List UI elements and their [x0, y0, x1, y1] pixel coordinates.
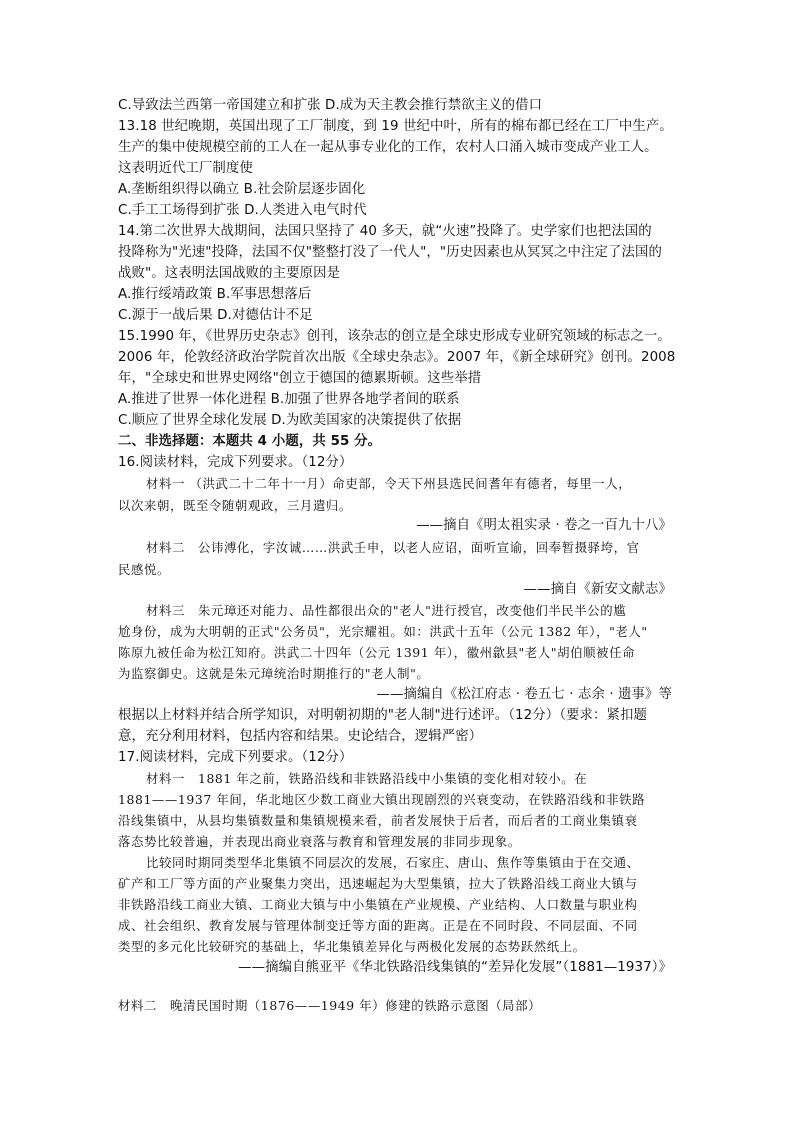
q16-material-1-line-2: 以次来朝，既至令随朝观政，三月遣归。 — [118, 498, 352, 513]
q14-stem-line-2: 投降称为"光速"投降，法国不仅"整整打没了一代人"，"历史因素也从冥冥之中注定了法国的 — [118, 245, 662, 260]
q17-material-1-source: ——摘编自熊亚平《华北铁路沿线集镇的“差异化发展”（1881—1937）》 — [238, 960, 672, 975]
q15-stem-line-1: 15.1990 年，《世界历史杂志》创刊，该杂志的创立是全球史形成专业研究领域的标志之一。 — [118, 329, 671, 344]
q12-options-cd: C.导致法兰西第一帝国建立和扩张 D.成为天主教会推行禁欲主义的借口 — [118, 98, 543, 113]
q17-material-1-line-5: 比较同时期同类型华北集镇不同层次的发展，石家庄、唐山、焦作等集镇由于在交通、 — [146, 855, 640, 870]
q17-material-1-line-9: 类型的多元化比较研究的基础上，华北集镇差异化与两极化发展的态势跃然纸上。 — [118, 939, 586, 954]
q16-task-line-2: 意，充分利用材料，包括内容和结果。史论结合，逻辑严密） — [118, 729, 483, 744]
q16-intro: 16.阅读材料，完成下列要求。（12分） — [118, 455, 353, 470]
section-two-heading: 二、非选择题：本题共 4 小题，共 55 分。 — [118, 434, 382, 449]
q13-stem-line-1: 13.18 世纪晚期，英国出现了工厂制度，到 19 世纪中叶，所有的棉布都已经在工厂中生产。 — [118, 119, 673, 134]
q14-stem-line-1: 14.第二次世界大战期间，法国只坚持了 40 多天，就“火速”投降了。史学家们也把法国的 — [118, 224, 652, 239]
q17-material-1-line-1: 材料一 1881 年之前，铁路沿线和非铁路沿线中小集镇的变化相对较小。在 — [146, 771, 588, 786]
q17-material-1-line-7: 非铁路沿线工商业大镇、工商业大镇与中小集镇在产业规模、产业结构、人口数量与职业构 — [118, 897, 638, 912]
q17-material-1-line-8: 成、社会组织、教育发展与管理体制变迁等方面的距离。正是在不同时段、不同层面、不同 — [118, 918, 638, 933]
q16-material-3-line-4: 为监察御史。这就是朱元璋统治时期推行的"老人制"。 — [118, 666, 430, 681]
q17-material-1-line-4: 落态势比较普遍，并表现出商业衰落与教育和管理发展的非同步现象。 — [118, 834, 521, 849]
q16-material-2-line-1: 材料二 公讳溥化，字汝诚……洪武壬申，以老人应诏，面听宣谕，回奉暂摄驿垮，官 — [146, 540, 640, 555]
q16-material-1-line-1: 材料一 （洪武二十二年十一月）命吏部，令天下州县选民间耆年有德者，每里一人， — [146, 476, 632, 491]
q15-stem-line-3: 年，"全球史和世界史网络"创立于德国的德累斯顿。这些举措 — [118, 371, 482, 386]
q14-options-cd: C.源于一战后果 D.对德估计不足 — [118, 308, 313, 323]
q13-options-ab: A.垄断组织得以确立 B.社会阶层逐步固化 — [118, 182, 366, 197]
q16-material-2-source: ——摘自《新安文献志》 — [523, 582, 672, 597]
q17-material-1-line-6: 矿产和工厂等方面的产业聚集力突出，迅速崛起为大型集镇，拉大了铁路沿线工商业大镇与 — [118, 876, 638, 891]
q16-task-line-1: 根据以上材料并结合所学知识，对明朝初期的"老人制"进行述评。（12分）（要求：紧扣题 — [118, 708, 647, 723]
q13-stem-line-2: 生产的集中使规模空前的工人在一起从事专业化的工作，农村人口涌入城市变成产业工人。 — [118, 140, 658, 155]
q16-material-2-line-2: 民感悦。 — [118, 562, 170, 577]
q17-intro: 17.阅读材料，完成下列要求。（12分） — [118, 750, 353, 765]
q16-material-3-source: ——摘编自《松江府志 · 卷五七 · 志余 · 遗事》等 — [376, 687, 672, 702]
q16-material-3-line-1: 材料三 朱元璋还对能力、品性都很出众的"老人"进行授官，改变他们半民半公的尴 — [146, 603, 627, 618]
q17-material-2-line: 材料二 晚清民国时期（1876——1949 年）修建的铁路示意图（局部） — [118, 998, 542, 1013]
q16-material-3-line-3: 陈原九被任命为松江知府。洪武二十四年（公元 1391 年），徽州歙县"老人"胡伯顺被任命 — [118, 645, 636, 660]
q17-material-1-line-3: 沿线集镇中，从县均集镇数量和集镇规模来看，前者发展快于后者，而后者的工商业集镇衰 — [118, 813, 638, 828]
q14-stem-line-3: 战败"。这表明法国战败的主要原因是 — [118, 266, 341, 281]
q13-stem-line-3: 这表明近代工厂制度使 — [118, 161, 253, 176]
q15-options-ab: A.推进了世界一体化进程 B.加强了世界各地学者间的联系 — [118, 392, 460, 407]
q15-options-cd: C.顺应了世界全球化发展 D.为欧美国家的决策提供了依据 — [118, 413, 462, 428]
q16-material-3-line-2: 尬身份，成为大明朝的正式"公务员"，光宗耀祖。如：洪武十五年（公元 1382 年），"老人" — [118, 624, 648, 639]
q17-material-1-line-2: 1881——1937 年间，华北地区少数工商业大镇出现剧烈的兴衰变动，在铁路沿线和非铁路 — [118, 792, 646, 807]
q14-options-ab: A.推行绥靖政策 B.军事思想落后 — [118, 287, 312, 302]
q15-stem-line-2: 2006 年，伦敦经济政治学院首次出版《全球史杂志》。2007 年，《新全球研究》创刊。2008 — [118, 350, 676, 365]
q13-options-cd: C.手工工场得到扩张 D.人类进入电气时代 — [118, 203, 367, 218]
q16-material-1-source: ——摘自《明太祖实录 · 卷之一百九十八》 — [416, 518, 672, 533]
